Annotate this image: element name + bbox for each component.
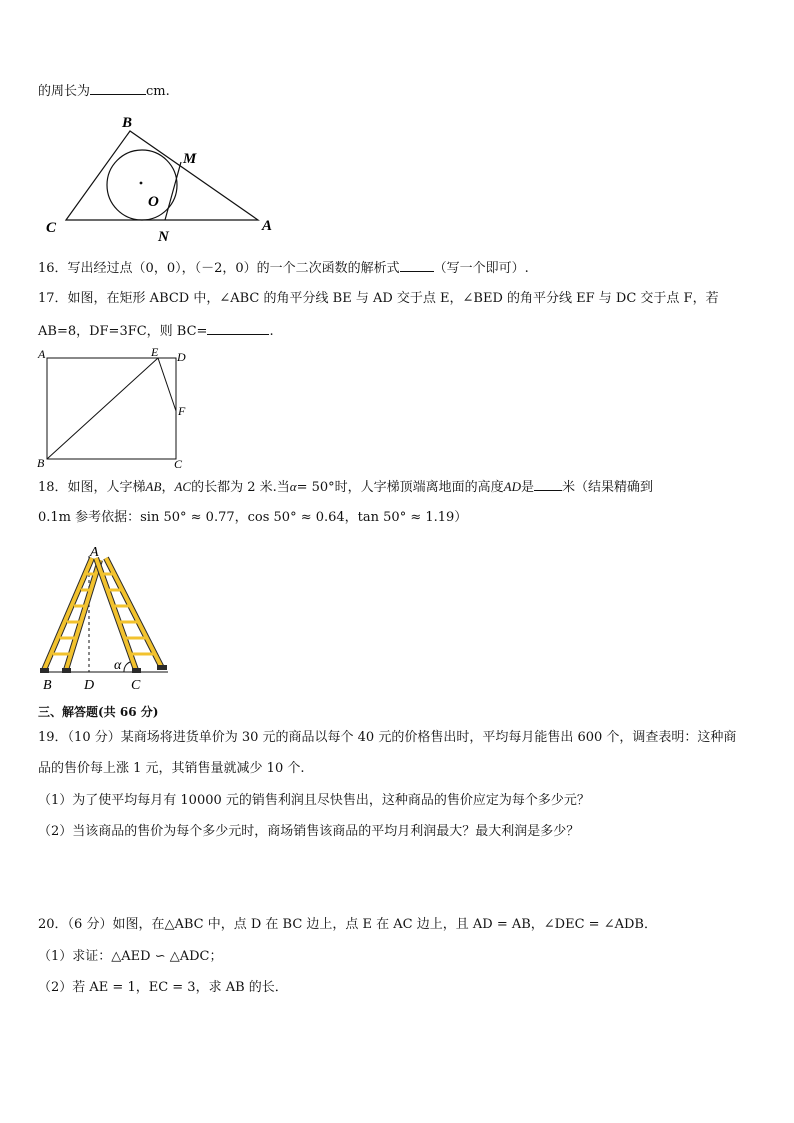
fig18-label-alpha: α xyxy=(114,658,122,673)
q17-line1: 17．如图，在矩形 ABCD 中，∠ABC 的角平分线 BE 与 AD 交于点 E，∠BED 的角平分线 EF 与 DC 交于点 F，若 xyxy=(38,291,719,306)
fig18-label-a: A xyxy=(90,545,99,560)
q20-line1: 20．（6 分）如图，在△ABC 中，点 D 在 BC 边上，点 E 在 AC 边上，且 AD = AB，∠DEC = ∠ADB． xyxy=(38,917,657,932)
fig17-label-d: D xyxy=(177,350,186,364)
section-3-heading: 三、解答题(共 66 分) xyxy=(38,705,159,719)
fig17-segment-be xyxy=(47,358,158,459)
q18-sep: ， xyxy=(161,480,175,495)
q16-answer-blank[interactable] xyxy=(400,259,434,272)
q17-answer-blank[interactable] xyxy=(207,322,269,335)
q19-part2: （2）当该商品的售价为每个多少元时，商场销售该商品的平均月利润最大？最大利润是多少？ xyxy=(38,824,580,839)
q17-suffix: . xyxy=(269,324,274,339)
q18-text-b: 的长都为 2 米.当 xyxy=(191,480,290,495)
fig15-center-dot xyxy=(140,182,143,185)
q19-part1: （1）为了使平均每月有 10000 元的销售利润且尽快售出，这种商品的售价应定为每个多少元？ xyxy=(38,793,590,808)
fig15-triangle xyxy=(66,131,258,220)
q18-alpha: α xyxy=(289,479,297,494)
fig15-tangent-mn xyxy=(165,162,181,220)
fig15-label-n: N xyxy=(158,229,169,243)
fig15-incircle xyxy=(107,150,177,220)
figure-15 xyxy=(40,108,290,243)
fig15-label-a: A xyxy=(262,218,273,234)
fig17-rectangle xyxy=(47,358,176,459)
fig18-label-b: B xyxy=(43,678,52,693)
q18-ab: AB xyxy=(145,479,162,494)
q17-line2 xyxy=(38,322,274,341)
q19-line2: 品的售价每上涨 1 元，其销售量就减少 10 个. xyxy=(38,761,305,776)
fig15-label-c: C xyxy=(46,220,57,236)
q15-answer-blank[interactable] xyxy=(90,82,146,95)
fig17-label-c: C xyxy=(174,457,183,471)
fig18-angle-arc xyxy=(124,662,130,672)
fig18-label-d: D xyxy=(84,678,95,693)
fig18-left-ladder xyxy=(44,558,100,670)
q18-text-d: 是 xyxy=(521,480,535,495)
q18-text-e: 米（结果精确到 xyxy=(562,480,654,495)
q15-line xyxy=(38,82,170,101)
q19-line1: 19．（10 分）某商场将进货单价为 30 元的商品以每个 40 元的价格售出时，平均每月能售出 600 个，调查表明：这种商 xyxy=(38,730,737,745)
fig17-segment-ef xyxy=(158,358,176,411)
q15-prefix: 的周长为 xyxy=(38,84,91,99)
q18-line1 xyxy=(38,478,653,497)
q18-text-c: = 50°时，人字梯顶端离地面的高度 xyxy=(296,480,504,495)
q18-text-a: 18．如图，人字梯 xyxy=(38,480,146,495)
q18-line2: 0.1m 参考依据：sin 50° ≈ 0.77，cos 50° ≈ 0.64，tan 50° ≈ 1.19） xyxy=(38,510,468,525)
fig15-label-m: M xyxy=(183,151,197,167)
fig17-label-f: F xyxy=(178,404,186,418)
fig15-label-b: B xyxy=(122,115,133,131)
q16-suffix: （写一个即可）. xyxy=(433,261,529,276)
q17-prefix: AB=8，DF=3FC，则 BC= xyxy=(38,324,208,339)
q18-ad: AD xyxy=(503,479,521,494)
q20-part1: （1）求证：△AED ∽ △ADC； xyxy=(38,949,223,964)
fig18-right-ladder xyxy=(96,558,162,670)
figure-17 xyxy=(34,344,194,474)
q16-line xyxy=(38,259,529,278)
fig18-label-c: C xyxy=(131,678,141,693)
fig15-label-o: O xyxy=(148,194,159,210)
figure-18 xyxy=(36,544,176,694)
q15-suffix: cm. xyxy=(146,84,170,99)
q20-part2: （2）若 AE = 1，EC = 3，求 AB 的长． xyxy=(38,980,288,995)
q18-answer-blank[interactable] xyxy=(534,478,562,491)
fig17-label-e: E xyxy=(151,345,159,359)
fig17-label-a: A xyxy=(38,347,46,361)
q18-ac: AC xyxy=(174,479,192,494)
q16-text: 16．写出经过点（0，0），（－2，0）的一个二次函数的解析式 xyxy=(38,261,400,276)
fig17-label-b: B xyxy=(37,456,45,470)
